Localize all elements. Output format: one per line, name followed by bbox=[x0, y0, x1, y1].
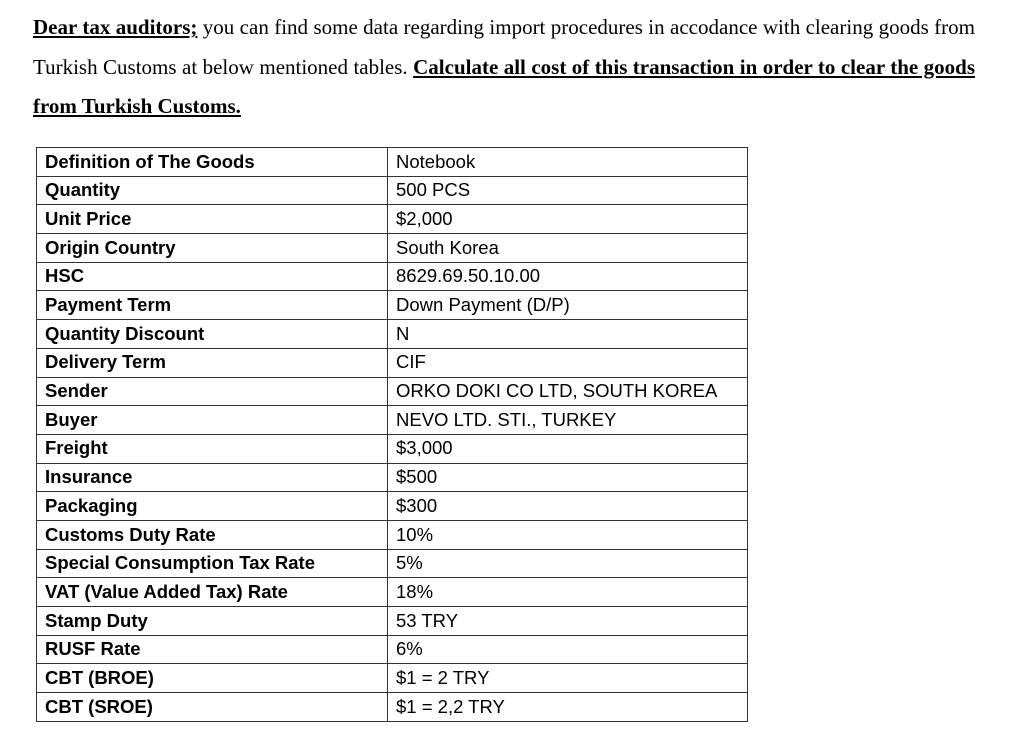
row-label: HSC bbox=[37, 262, 388, 291]
row-label: Definition of The Goods bbox=[37, 148, 388, 177]
table-row bbox=[37, 148, 748, 177]
row-label: VAT (Value Added Tax) Rate bbox=[37, 578, 388, 607]
intro-text: you can find some data regarding import procedures in accodance with clearing goods from Turkish Customs at below mentioned tables. bbox=[33, 15, 975, 79]
row-label: CBT (BROE) bbox=[37, 664, 388, 693]
table-row bbox=[37, 549, 748, 578]
row-label: RUSF Rate bbox=[37, 635, 388, 664]
row-value: $1 = 2,2 TRY bbox=[388, 693, 748, 722]
row-label: Buyer bbox=[37, 406, 388, 435]
table-row bbox=[37, 520, 748, 549]
table-body bbox=[37, 148, 748, 722]
row-value: South Korea bbox=[388, 234, 748, 263]
table-row bbox=[37, 348, 748, 377]
table-row bbox=[37, 434, 748, 463]
row-label: Payment Term bbox=[37, 291, 388, 320]
row-label: Delivery Term bbox=[37, 348, 388, 377]
row-value: Down Payment (D/P) bbox=[388, 291, 748, 320]
row-value: $500 bbox=[388, 463, 748, 492]
row-label: Packaging bbox=[37, 492, 388, 521]
table-row bbox=[37, 320, 748, 349]
row-value: 8629.69.50.10.00 bbox=[388, 262, 748, 291]
row-value: Notebook bbox=[388, 148, 748, 177]
row-label: Stamp Duty bbox=[37, 607, 388, 636]
row-value: ORKO DOKI CO LTD, SOUTH KOREA bbox=[388, 377, 748, 406]
table-row bbox=[37, 578, 748, 607]
table-row bbox=[37, 176, 748, 205]
salutation: Dear tax auditors; bbox=[33, 15, 198, 39]
table-row bbox=[37, 377, 748, 406]
row-label: Quantity Discount bbox=[37, 320, 388, 349]
row-label: Origin Country bbox=[37, 234, 388, 263]
goods-data-table bbox=[36, 147, 748, 722]
table-row bbox=[37, 492, 748, 521]
row-value: 10% bbox=[388, 520, 748, 549]
row-label: Quantity bbox=[37, 176, 388, 205]
row-value: 53 TRY bbox=[388, 607, 748, 636]
intro-paragraph bbox=[33, 8, 975, 127]
row-value: CIF bbox=[388, 348, 748, 377]
row-value: 18% bbox=[388, 578, 748, 607]
row-value: 6% bbox=[388, 635, 748, 664]
row-value: $2,000 bbox=[388, 205, 748, 234]
instruction: Calculate all cost of this transaction in order to clear the goods from Turkish Customs. bbox=[33, 54, 975, 118]
row-label: Special Consumption Tax Rate bbox=[37, 549, 388, 578]
row-value: NEVO LTD. STI., TURKEY bbox=[388, 406, 748, 435]
table-row bbox=[37, 664, 748, 693]
row-value: 500 PCS bbox=[388, 176, 748, 205]
row-label: CBT (SROE) bbox=[37, 693, 388, 722]
table-row bbox=[37, 463, 748, 492]
row-label: Insurance bbox=[37, 463, 388, 492]
row-label: Freight bbox=[37, 434, 388, 463]
row-value: $1 = 2 TRY bbox=[388, 664, 748, 693]
table-row bbox=[37, 693, 748, 722]
row-value: 5% bbox=[388, 549, 748, 578]
table-row bbox=[37, 635, 748, 664]
table-row bbox=[37, 406, 748, 435]
row-label: Customs Duty Rate bbox=[37, 520, 388, 549]
table-row bbox=[37, 262, 748, 291]
row-value: $3,000 bbox=[388, 434, 748, 463]
table-row bbox=[37, 234, 748, 263]
row-value: N bbox=[388, 320, 748, 349]
table-row bbox=[37, 607, 748, 636]
row-value: $300 bbox=[388, 492, 748, 521]
row-label: Unit Price bbox=[37, 205, 388, 234]
table-row bbox=[37, 205, 748, 234]
table-row bbox=[37, 291, 748, 320]
row-label: Sender bbox=[37, 377, 388, 406]
